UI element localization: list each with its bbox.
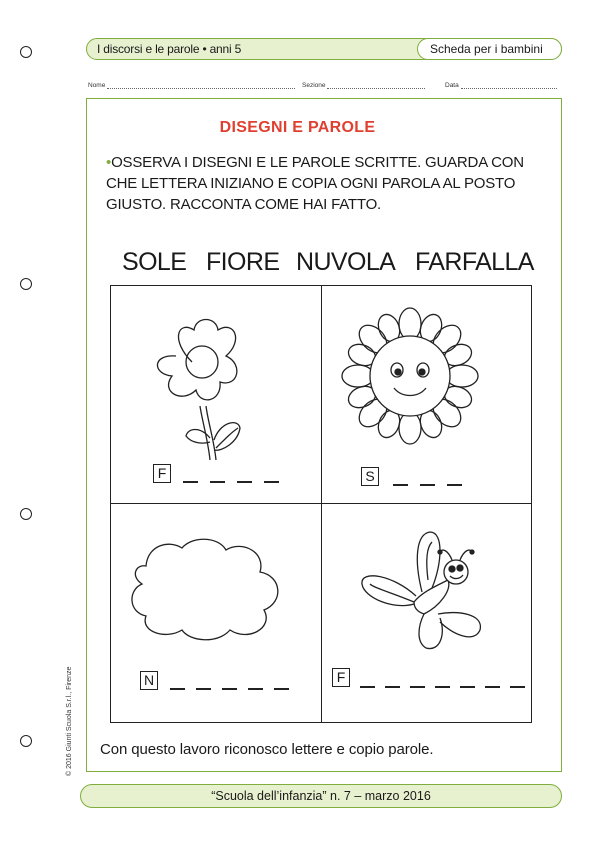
word-fiore: FIORE [206,248,280,276]
letter-box-n: N [140,671,158,690]
letter-blank[interactable] [385,686,400,688]
binder-hole [20,735,32,747]
word-farfalla: FARFALLA [415,248,534,276]
publication-bar [80,784,562,808]
cloud-icon [126,532,286,642]
letter-blank[interactable] [264,481,279,483]
header-topic: I discorsi e le parole • anni 5 [97,42,242,56]
flower-icon [130,310,270,470]
letter-blank[interactable] [237,481,252,483]
letter-blank[interactable] [410,686,425,688]
letter-box-f: F [153,464,171,483]
letter-blank[interactable] [222,688,237,690]
letter-box-s: S [361,467,379,486]
header-badge [417,38,562,60]
letter-blank[interactable] [485,686,500,688]
letter-blank[interactable] [435,686,450,688]
date-line [461,82,557,89]
instruction-text: OSSERVA I DISEGNI E LE PAROLE SCRITTE. GUARDA CON CHE LETTERA INIZIANO E COPIA OGNI PAROLA AL POSTO GIUSTO. RACCONTA COME HAI FATTO. [106,154,524,213]
publication-label: “Scuola dell’infanzia” n. 7 – marzo 2016 [211,789,431,803]
letter-blank[interactable] [393,484,408,486]
name-field[interactable] [88,82,295,89]
binder-hole [20,508,32,520]
letter-blank[interactable] [248,688,263,690]
letter-blank[interactable] [460,686,475,688]
letter-blank[interactable] [170,688,185,690]
letter-blank[interactable] [183,481,198,483]
section-field[interactable] [302,82,425,89]
name-label: Nome [88,82,106,89]
word-sole: SOLE [122,248,187,276]
section-label: Sezione [302,82,326,89]
section-line [327,82,425,89]
date-label: Data [445,82,459,89]
sun-icon [340,306,480,446]
activity-title: DISEGNI E PAROLE [219,119,376,136]
binder-hole [20,46,32,58]
letter-blank[interactable] [360,686,375,688]
letter-blank[interactable] [210,481,225,483]
bullet-icon: • [106,154,112,171]
grid-divider-vertical [321,285,322,723]
letter-blank[interactable] [274,688,289,690]
grid-divider-horizontal [110,503,532,504]
letter-box-f2: F [332,668,350,687]
letter-blank[interactable] [420,484,435,486]
name-line [107,82,295,89]
butterfly-icon [356,530,486,660]
letter-blank[interactable] [196,688,211,690]
word-nuvola: NUVOLA [296,248,396,276]
conclusion-text: Con questo lavoro riconosco lettere e copio parole. [100,741,434,758]
letter-blank[interactable] [510,686,525,688]
activity-instruction [106,152,546,215]
binder-hole [20,278,32,290]
copyright-notice: © 2016 Giunti Scuola S.r.l., Firenze [66,666,73,776]
date-field[interactable] [445,82,557,89]
letter-blank[interactable] [447,484,462,486]
header-badge-label: Scheda per i bambini [430,42,543,56]
